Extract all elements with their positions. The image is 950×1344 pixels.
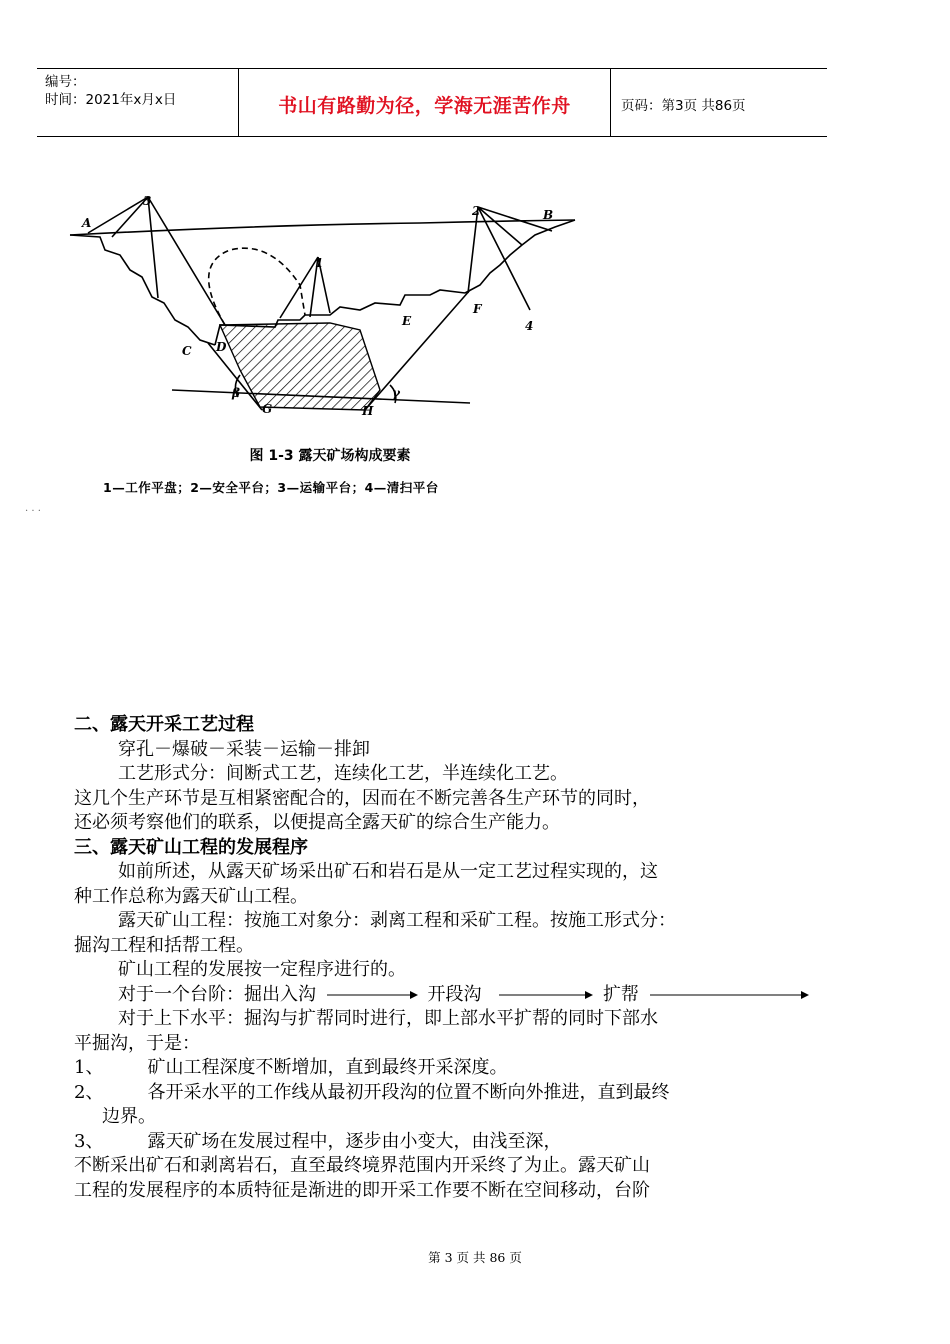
list-number: 3、 [74,1130,104,1152]
label-F: F [473,302,482,316]
page-header [37,68,827,137]
open-pit-diagram [60,185,600,515]
list-continuation: 边界。 [102,1106,156,1127]
header-meta [45,73,176,109]
arrow-icon [322,990,422,1000]
paragraph: 工程的发展程序的本质特征是渐进的即开采工作要不断在空间移动，台阶 [74,1179,650,1201]
flow-step: 开段沟 [427,983,482,1005]
paragraph: 种工作总称为露天矿山工程。 [74,885,308,907]
header-page-label: 页码：第3页 共86页 [621,98,746,114]
label-A: A [82,216,92,230]
label-D: D [216,340,227,354]
paragraph: 对于上下水平：掘沟与扩帮同时进行，即上部水平扩帮的同时下部水 [118,1008,658,1029]
list-text: 露天矿场在发展过程中，逐步由小变大，由浅至深， [147,1130,562,1152]
header-motto: 书山有路勤为径，学海无涯苦作舟 [278,95,571,117]
arrow-icon [645,990,815,1000]
paragraph: 工艺形式分：间断式工艺，连续化工艺，半连续化工艺。 [118,763,568,784]
list-number: 2、 [74,1081,104,1103]
document-body [74,713,814,1203]
scan-marks: . . . [25,503,41,514]
paragraph: 还必须考察他们的联系，以便提高全露天矿的综合生产能力。 [74,812,560,833]
paragraph: 如前所述，从露天矿场采出矿石和岩石是从一定工艺过程实现的，这 [118,861,658,882]
page-footer: 第 3 页 共 86 页 [428,1250,522,1265]
label-G: G [262,402,273,416]
time-label: 时间：2021年x月x日 [45,92,177,108]
process-flow [74,983,814,1008]
label-4: 4 [525,319,534,333]
list-item [74,1056,814,1081]
list-text: 各开采水平的工作线从最初开段沟的位置不断向外推进，直到最终 [147,1081,670,1103]
paragraph: 矿山工程的发展按一定程序进行的。 [118,959,406,980]
paragraph: 不断采出矿石和剥离岩石，直至最终境界范围内开采终了为止。露天矿山 [74,1155,650,1176]
label-beta: β [232,386,240,400]
label-B: B [543,208,554,222]
label-H: H [362,404,374,418]
paragraph: 露天矿山工程：按施工对象分：剥离工程和采矿工程。按施工形式分： [118,910,676,931]
figure-legend: 1—工作平盘；2—安全平台；3—运输平台；4—清扫平台 [103,480,439,495]
paragraph: 穿孔－爆破－采装－运输－排卸 [118,738,370,760]
section-heading: 三、露天矿山工程的发展程序 [74,836,308,858]
code-label: 编号： [45,74,86,90]
label-3: 3 [143,194,152,208]
list-item [74,1130,814,1155]
paragraph: 掘沟工程和括帮工程。 [74,934,254,956]
section-heading: 二、露天开采工艺过程 [74,714,254,735]
list-item [74,1081,814,1106]
list-text: 矿山工程深度不断增加，直到最终开采深度。 [147,1057,508,1078]
paragraph: 这几个生产环节是互相紧密配合的，因而在不断完善各生产环节的同时， [74,787,650,809]
label-2: 2 [472,204,481,218]
flow-step: 对于一个台阶：掘出入沟 [118,983,316,1005]
label-1: 1 [315,256,324,270]
figure-caption: 图 1-3 露天矿场构成要素 [249,448,411,464]
label-C: C [182,344,192,358]
paragraph: 平掘沟，于是： [74,1032,200,1054]
label-E: E [402,314,412,328]
list-number: 1、 [74,1057,104,1078]
flow-step: 扩帮 [602,983,639,1005]
label-gamma: γ [392,386,400,400]
arrow-icon [487,990,597,1000]
header-divider [610,69,611,136]
